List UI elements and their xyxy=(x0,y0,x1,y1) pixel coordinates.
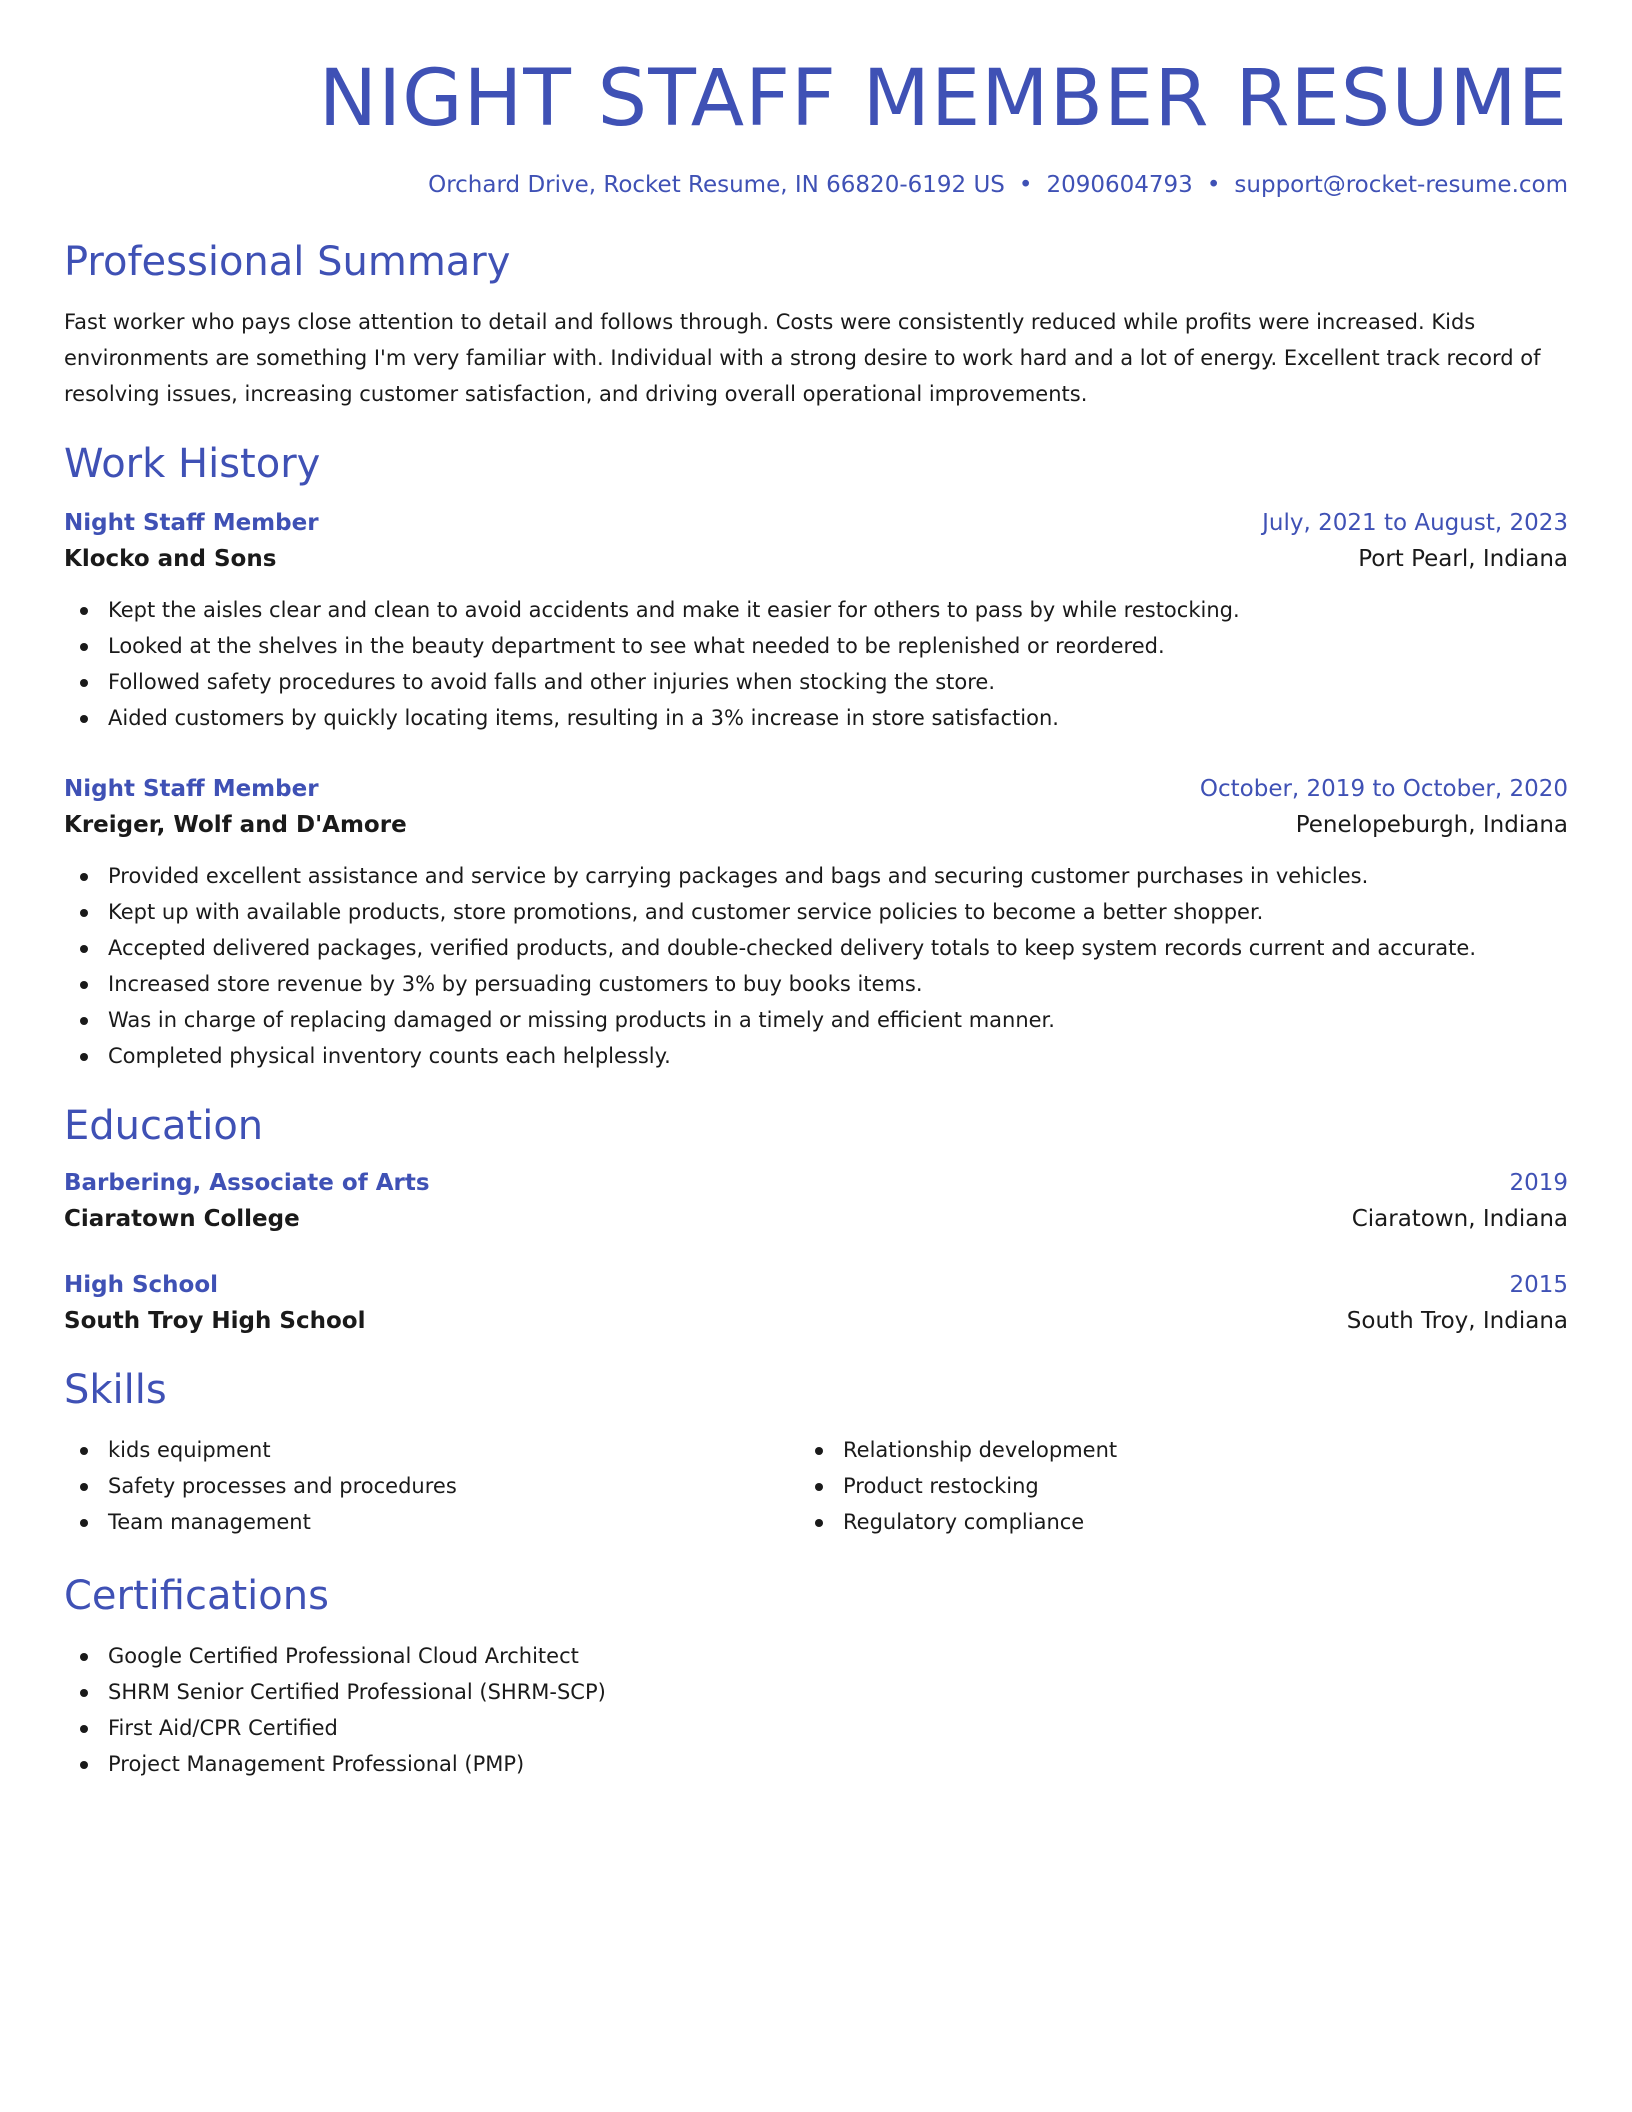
job-duty: Followed safety procedures to avoid falls and other injuries when stocking the store. xyxy=(64,664,1568,700)
contact-separator: • xyxy=(1018,172,1033,198)
certification-item: First Aid/CPR Certified xyxy=(64,1710,1568,1746)
education-location: Ciaratown, Indiana xyxy=(1351,1205,1568,1232)
skill-item: Safety processes and procedures xyxy=(64,1468,799,1504)
job-duties-list xyxy=(64,858,1568,1074)
skill-item: Product restocking xyxy=(799,1468,1568,1504)
job-dates: July, 2021 to August, 2023 xyxy=(1262,509,1568,536)
job-location: Penelopeburgh, Indiana xyxy=(1295,811,1568,838)
contact-email: support@rocket-resume.com xyxy=(1234,172,1568,198)
education-school: South Troy High School xyxy=(64,1307,366,1334)
contact-address: Orchard Drive, Rocket Resume, IN 66820-6192 US xyxy=(428,172,1005,198)
education-degree: High School xyxy=(64,1271,219,1298)
certification-item: Google Certified Professional Cloud Architect xyxy=(64,1638,1568,1674)
skill-item: Regulatory compliance xyxy=(799,1504,1568,1540)
education-entry xyxy=(64,1272,1568,1334)
education-entry xyxy=(64,1170,1568,1232)
certification-item: SHRM Senior Certified Professional (SHRM-SCP) xyxy=(64,1674,1568,1710)
certification-item: Project Management Professional (PMP) xyxy=(64,1746,1568,1782)
job-company: Kreiger, Wolf and D'Amore xyxy=(64,811,407,838)
job-duty: Accepted delivered packages, verified products, and double-checked delivery totals to keep system records current and accurate. xyxy=(64,930,1568,966)
certifications-list xyxy=(64,1638,1568,1782)
certifications-heading: Certifications xyxy=(64,1572,329,1619)
job-company: Klocko and Sons xyxy=(64,545,277,572)
skill-item: Team management xyxy=(64,1504,799,1540)
job-role: Night Staff Member xyxy=(64,509,319,536)
skills-list-right xyxy=(799,1432,1568,1540)
job-duty: Was in charge of replacing damaged or missing products in a timely and efficient manner. xyxy=(64,1002,1568,1038)
skills-grid xyxy=(64,1432,1568,1540)
job-duty: Kept up with available products, store promotions, and customer service policies to become a better shopper. xyxy=(64,894,1568,930)
skills-list-left xyxy=(64,1432,799,1540)
job-duty: Increased store revenue by 3% by persuading customers to buy books items. xyxy=(64,966,1568,1002)
job-entry xyxy=(64,510,1568,736)
skill-item: Relationship development xyxy=(799,1432,1568,1468)
job-duties-list xyxy=(64,592,1568,736)
contact-separator: • xyxy=(1206,172,1221,198)
skill-item: kids equipment xyxy=(64,1432,799,1468)
job-role: Night Staff Member xyxy=(64,775,319,802)
job-location: Port Pearl, Indiana xyxy=(1358,545,1568,572)
education-school: Ciaratown College xyxy=(64,1205,300,1232)
education-heading: Education xyxy=(64,1102,264,1149)
contact-line xyxy=(64,172,1568,200)
job-duty: Provided excellent assistance and service by carrying packages and bags and securing customer purchases in vehicles. xyxy=(64,858,1568,894)
summary-heading: Professional Summary xyxy=(64,238,511,285)
job-dates: October, 2019 to October, 2020 xyxy=(1199,775,1568,802)
contact-phone: 2090604793 xyxy=(1046,172,1193,198)
education-degree: Barbering, Associate of Arts xyxy=(64,1169,430,1196)
job-duty: Kept the aisles clear and clean to avoid accidents and make it easier for others to pass by while restocking. xyxy=(64,592,1568,628)
work-history-heading: Work History xyxy=(64,440,321,487)
education-location: South Troy, Indiana xyxy=(1346,1307,1568,1334)
job-duty: Completed physical inventory counts each helplessly. xyxy=(64,1038,1568,1074)
summary-text: Fast worker who pays close attention to detail and follows through. Costs were consistently reduced while profits were increased. Kids environments are something I'm very familiar with. Individual with a strong desire to work hard and a lot of energy. Excellent track record of resolving issues, increasing customer satisfaction, and driving overall operational improvements. xyxy=(64,309,1541,406)
education-year: 2015 xyxy=(1509,1271,1568,1298)
skills-heading: Skills xyxy=(64,1366,167,1413)
resume-title: NIGHT STAFF MEMBER RESUME xyxy=(318,54,1568,144)
job-duty: Aided customers by quickly locating items, resulting in a 3% increase in store satisfaction. xyxy=(64,700,1568,736)
job-entry xyxy=(64,776,1568,1074)
job-duty: Looked at the shelves in the beauty department to see what needed to be replenished or reordered. xyxy=(64,628,1568,664)
education-year: 2019 xyxy=(1509,1169,1568,1196)
